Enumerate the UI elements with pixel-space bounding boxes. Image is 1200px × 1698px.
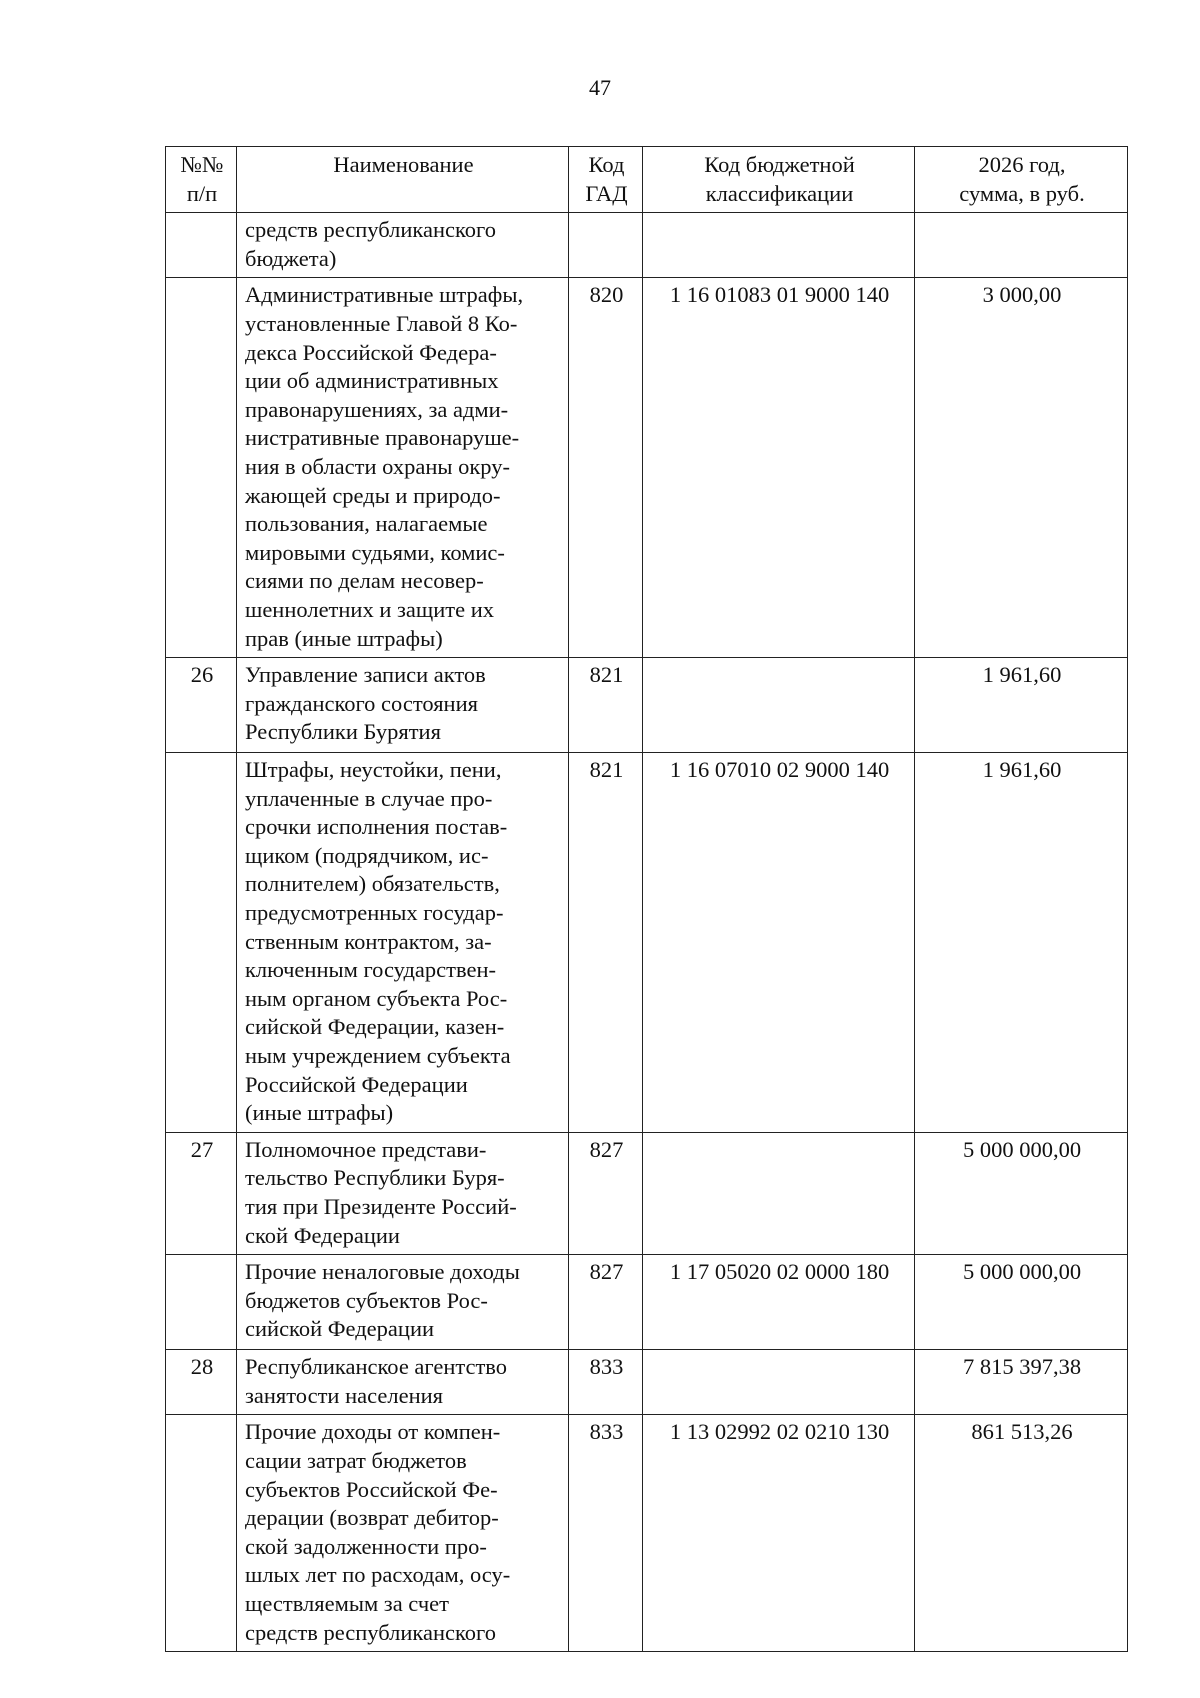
- table-row: [166, 1132, 1128, 1254]
- row-gad-code: 833: [569, 1415, 643, 1652]
- row-gad-code: 833: [569, 1350, 643, 1415]
- table-row: [166, 1415, 1128, 1652]
- table-row: [166, 753, 1128, 1133]
- row-gad-code: 827: [569, 1132, 643, 1254]
- header-amount-2026: 2026 год, сумма, в руб.: [915, 147, 1128, 213]
- row-gad-code: 821: [569, 658, 643, 753]
- row-number: [166, 278, 237, 658]
- row-amount: 1 961,60: [915, 753, 1128, 1133]
- row-budget-code: 1 16 07010 02 9000 140: [643, 753, 915, 1133]
- header-number: №№ п/п: [166, 147, 237, 213]
- row-number: [166, 753, 237, 1133]
- row-budget-code: 1 13 02992 02 0210 130: [643, 1415, 915, 1652]
- row-number: 28: [166, 1350, 237, 1415]
- budget-revenue-table: [165, 146, 1128, 1652]
- row-budget-code: [643, 658, 915, 753]
- row-number: [166, 213, 237, 278]
- row-budget-code: [643, 1350, 915, 1415]
- row-number: 27: [166, 1132, 237, 1254]
- row-gad-code: 821: [569, 753, 643, 1133]
- row-budget-code: [643, 213, 915, 278]
- table-row: [166, 1350, 1128, 1415]
- row-amount: 3 000,00: [915, 278, 1128, 658]
- header-name: Наименование: [237, 147, 569, 213]
- row-name: Республиканское агентство занятости населения: [237, 1350, 569, 1415]
- row-name: Прочие доходы от компен- сации затрат бюджетов субъектов Российской Фе- дерации (возврат дебитор- ской задолженности про- шлых лет по расходам, осу- ществляемым за счет средств республиканского: [237, 1415, 569, 1652]
- row-gad-code: [569, 213, 643, 278]
- row-name: Административные штрафы, установленные Главой 8 Ко- декса Российской Федера- ции об административных правонарушениях, за адми- нистративные правонаруше- ния в области охраны окру- жающей среды и природо- пользования, налагаемые мировыми судьями, комис- сиями по делам несовер- шеннолетних и защите их прав (иные штрафы): [237, 278, 569, 658]
- table-header-row: [166, 147, 1128, 213]
- row-amount: 861 513,26: [915, 1415, 1128, 1652]
- row-number: [166, 1255, 237, 1350]
- table-row: [166, 213, 1128, 278]
- row-number: [166, 1415, 237, 1652]
- row-number: 26: [166, 658, 237, 753]
- row-amount: 5 000 000,00: [915, 1255, 1128, 1350]
- row-name: Управление записи актов гражданского состояния Республики Бурятия: [237, 658, 569, 753]
- page-number: 47: [589, 75, 611, 100]
- table-row: [166, 1255, 1128, 1350]
- row-name: средств республиканского бюджета): [237, 213, 569, 278]
- row-amount: 5 000 000,00: [915, 1132, 1128, 1254]
- table-row: [166, 278, 1128, 658]
- row-amount: 7 815 397,38: [915, 1350, 1128, 1415]
- table-row: [166, 658, 1128, 753]
- row-amount: [915, 213, 1128, 278]
- row-budget-code: [643, 1132, 915, 1254]
- row-gad-code: 820: [569, 278, 643, 658]
- row-name: Полномочное представи- тельство Республики Буря- тия при Президенте Россий- ской Федерации: [237, 1132, 569, 1254]
- row-gad-code: 827: [569, 1255, 643, 1350]
- row-budget-code: 1 17 05020 02 0000 180: [643, 1255, 915, 1350]
- header-gad-code: Код ГАД: [569, 147, 643, 213]
- header-budget-classification-code: Код бюджетной классификации: [643, 147, 915, 213]
- row-budget-code: 1 16 01083 01 9000 140: [643, 278, 915, 658]
- row-amount: 1 961,60: [915, 658, 1128, 753]
- row-name: Прочие неналоговые доходы бюджетов субъектов Рос- сийской Федерации: [237, 1255, 569, 1350]
- row-name: Штрафы, неустойки, пени, уплаченные в случае про- срочки исполнения постав- щиком (подрядчиком, ис- полнителем) обязательств, предусмотренных государ- ственным контрактом, за- ключенным государствен- ным органом субъекта Рос- сийской Федерации, казен- ным учреждением субъекта Российской Федерации (иные штрафы): [237, 753, 569, 1133]
